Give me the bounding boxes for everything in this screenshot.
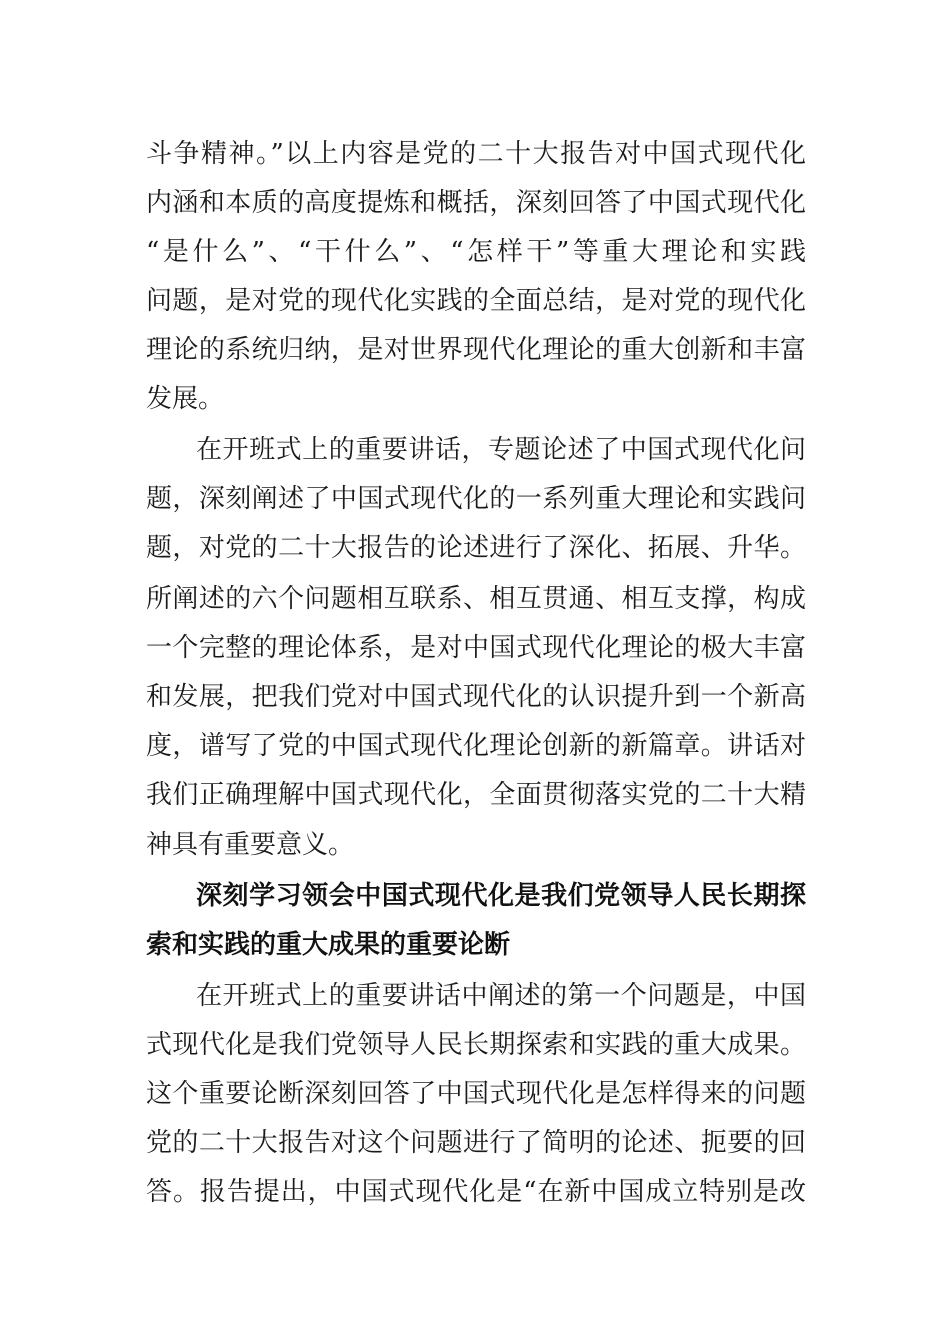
text-line: 和发展，把我们党对中国式现代化的认识提升到一个新高 (146, 682, 806, 712)
heading-line: 深刻学习领会中国式现代化是我们党领导人民长期探 (196, 881, 806, 911)
text-line: 神具有重要意义。 (146, 830, 355, 860)
text-line: 题，对党的二十大报告的论述进行了深化、拓展、升华。 (146, 533, 806, 563)
text-line: 度，谱写了党的中国式现代化理论创新的新篇章。讲话对 (146, 731, 806, 761)
text-line: 答。报告提出，中国式现代化是“在新中国成立特别是改 (146, 1177, 806, 1207)
text-line: 党的二十大报告对这个问题进行了简明的论述、扼要的回 (146, 1128, 806, 1158)
text-line: “是什么”、“干什么”、“怎样干”等重大理论和实践 (146, 237, 806, 267)
heading-line: 索和实践的重大成果的重要论断 (146, 930, 511, 960)
text-line: 所阐述的六个问题相互联系、相互贯通、相互支撑，构成 (146, 584, 806, 614)
text-line: 问题，是对党的现代化实践的全面总结，是对党的现代化 (146, 286, 806, 316)
text-line: 发展。 (146, 384, 225, 414)
text-line: 在开班式上的重要讲话，专题论述了中国式现代化问 (196, 435, 806, 465)
text-line: 内涵和本质的高度提炼和概括，深刻回答了中国式现代化 (146, 188, 806, 218)
text-line: 式现代化是我们党领导人民长期探索和实践的重大成果。 (146, 1030, 806, 1060)
text-line: 理论的系统归纳，是对世界现代化理论的重大创新和丰富 (146, 335, 806, 365)
text-line: 我们正确理解中国式现代化，全面贯彻落实党的二十大精 (146, 780, 806, 810)
text-line: 斗争精神。”以上内容是党的二十大报告对中国式现代化 (146, 139, 806, 169)
text-line: 题，深刻阐述了中国式现代化的一系列重大理论和实践问 (146, 484, 806, 514)
text-line: 这个重要论断深刻回答了中国式现代化是怎样得来的问题 (146, 1079, 806, 1109)
text-line: 在开班式上的重要讲话中阐述的第一个问题是，中国 (196, 981, 806, 1011)
text-line: 一个完整的理论体系，是对中国式现代化理论的极大丰富 (146, 633, 806, 663)
